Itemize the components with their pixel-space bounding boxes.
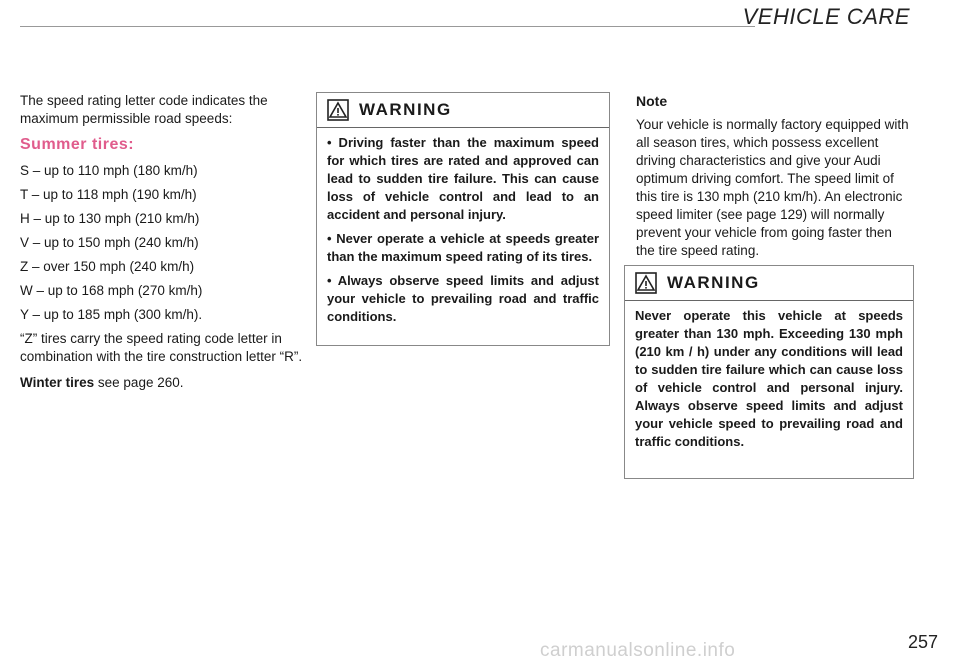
warning-triangle-icon	[635, 272, 657, 294]
warning-text: Never operate this vehicle at speeds greater than 130 mph. Exceeding 130 mph (210 km / h) under any conditions will lead to sudden tire failure which can cause loss of vehicle control and personal injury. Always observe speed limits and adjust your vehicle speed to prevailing road and traffic conditions.	[635, 308, 903, 449]
speed-code-item: W – up to 168 mph (270 km/h)	[20, 283, 203, 298]
z-tire-note: “Z” tires carry the speed rating code letter in combination with the tire construction letter “R”.	[20, 331, 303, 364]
warning-item: • Always observe speed limits and adjust your vehicle to prevailing road and traffic conditions.	[327, 273, 599, 324]
warning-item: • Driving faster than the maximum speed for which tires are rated and approved can lead to sudden tire failure. This can cause loss of vehicle control and lead to an accident and personal injury.	[327, 135, 599, 222]
warning-box-limit	[624, 265, 914, 479]
speed-code-item: Z – over 150 mph (240 km/h)	[20, 259, 195, 274]
intro-text: The speed rating letter code indicates the maximum permissible road speeds:	[20, 93, 268, 126]
speed-code-item: H – up to 130 mph (210 km/h)	[20, 211, 200, 226]
speed-code-item: T – up to 118 mph (190 km/h)	[20, 187, 197, 202]
speed-code-item: V – up to 150 mph (240 km/h)	[20, 235, 199, 250]
note-text: Your vehicle is normally factory equipped with all season tires, which possess excellent driving characteristics and give your Audi optimum driving comfort. The speed limit of this tire is 130 mph (210 km/h). An electronic speed limiter (see page 129) will normally prevent your vehicle from going faster then the tire speed rating.	[636, 117, 909, 258]
warning-body	[317, 128, 609, 338]
speed-code-list	[20, 162, 310, 324]
warning-header	[625, 266, 913, 301]
warning-title: WARNING	[667, 273, 760, 292]
winter-tires-text: see page 260.	[94, 375, 184, 390]
left-column	[20, 92, 310, 400]
winter-tires-reference	[20, 374, 310, 392]
section-title: VEHICLE CARE	[742, 4, 910, 29]
watermark: carmanualsonline.info	[540, 640, 736, 661]
warning-body	[625, 301, 913, 463]
summer-tires-heading: Summer tires:	[20, 136, 135, 153]
note-title: Note	[636, 93, 668, 109]
warning-triangle-icon	[327, 99, 349, 121]
right-column	[636, 92, 912, 268]
warning-header	[317, 93, 609, 128]
warning-title: WARNING	[359, 100, 452, 119]
page-number: 257	[907, 632, 938, 652]
warning-box-speed	[316, 92, 610, 346]
speed-code-item: S – up to 110 mph (180 km/h)	[20, 163, 198, 178]
winter-tires-label: Winter tires	[20, 375, 95, 390]
warning-item: • Never operate a vehicle at speeds greater than the maximum speed rating of its tires.	[327, 231, 599, 264]
speed-code-item: Y – up to 185 mph (300 km/h).	[20, 307, 203, 322]
header-rule	[20, 26, 755, 27]
